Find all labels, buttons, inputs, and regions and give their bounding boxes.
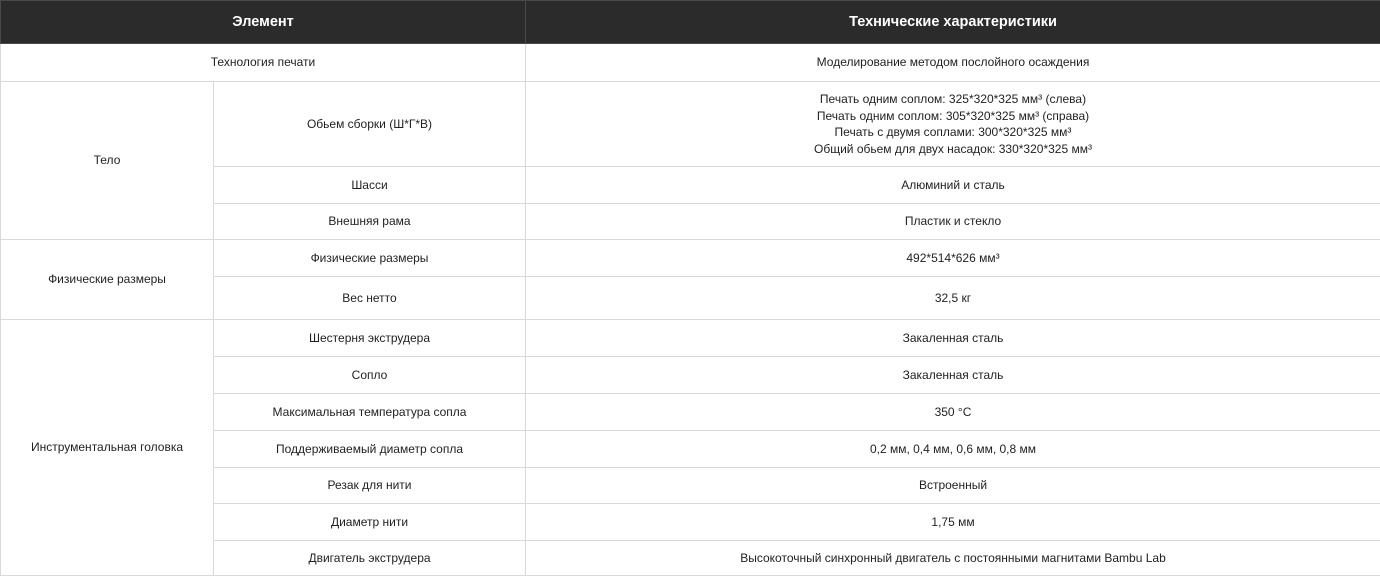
header-row <box>1 1 1380 44</box>
row-value-outer-frame: Пластик и стекло <box>526 204 1380 240</box>
row-value-build-volume <box>526 82 1380 167</box>
row-label-build-volume: Обьем сборки (Ш*Г*В) <box>214 82 526 167</box>
group-body: Тело <box>1 82 214 240</box>
row-value-filament-diameter: 1,75 мм <box>526 504 1380 541</box>
row-label-extruder-gear: Шестерня экструдера <box>214 320 526 357</box>
row-label-print-technology: Технология печати <box>1 44 526 82</box>
row-value-nozzle: Закаленная сталь <box>526 357 1380 394</box>
row-label-outer-frame: Внешняя рама <box>214 204 526 240</box>
row-label-filament-diameter: Диаметр нити <box>214 504 526 541</box>
row-value-net-weight: 32,5 кг <box>526 277 1380 320</box>
group-toolhead: Инструментальная головка <box>1 320 214 576</box>
row-label-nozzle-diameter: Поддерживаемый диаметр сопла <box>214 431 526 468</box>
row-label-nozzle: Сопло <box>214 357 526 394</box>
row-value-extruder-motor: Высокоточный синхронный двигатель с постоянными магнитами Bambu Lab <box>526 541 1380 576</box>
build-volume-line: Печать с двумя соплами: 300*320*325 мм³ <box>834 125 1072 139</box>
table-row <box>1 320 1380 357</box>
table-row <box>1 44 1380 82</box>
row-label-filament-cutter: Резак для нити <box>214 468 526 504</box>
group-physical-dimensions: Физические размеры <box>1 240 214 320</box>
header-element: Элемент <box>1 1 526 44</box>
build-volume-line: Печать одним соплом: 305*320*325 мм³ (справа) <box>816 108 1090 123</box>
row-value-filament-cutter: Встроенный <box>526 468 1380 504</box>
row-label-net-weight: Вес нетто <box>214 277 526 320</box>
row-label-extruder-motor: Двигатель экструдера <box>214 541 526 576</box>
row-value-extruder-gear: Закаленная сталь <box>526 320 1380 357</box>
row-value-chassis: Алюминий и сталь <box>526 167 1380 204</box>
row-value-print-technology: Моделирование методом послойного осаждения <box>526 44 1380 82</box>
row-value-nozzle-diameter: 0,2 мм, 0,4 мм, 0,6 мм, 0,8 мм <box>526 431 1380 468</box>
row-value-dimensions: 492*514*626 мм³ <box>526 240 1380 277</box>
build-volume-line: Печать одним соплом: 325*320*325 мм³ (слева) <box>819 92 1087 106</box>
row-label-dimensions: Физические размеры <box>214 240 526 277</box>
table-row <box>1 82 1380 167</box>
table-row <box>1 240 1380 277</box>
header-specs: Технические характеристики <box>526 1 1380 44</box>
row-value-max-temperature: 350 °C <box>526 394 1380 431</box>
row-label-chassis: Шасси <box>214 167 526 204</box>
row-label-max-temperature: Максимальная температура сопла <box>214 394 526 431</box>
build-volume-line: Общий обьем для двух насадок: 330*320*325 мм³ <box>814 141 1092 156</box>
